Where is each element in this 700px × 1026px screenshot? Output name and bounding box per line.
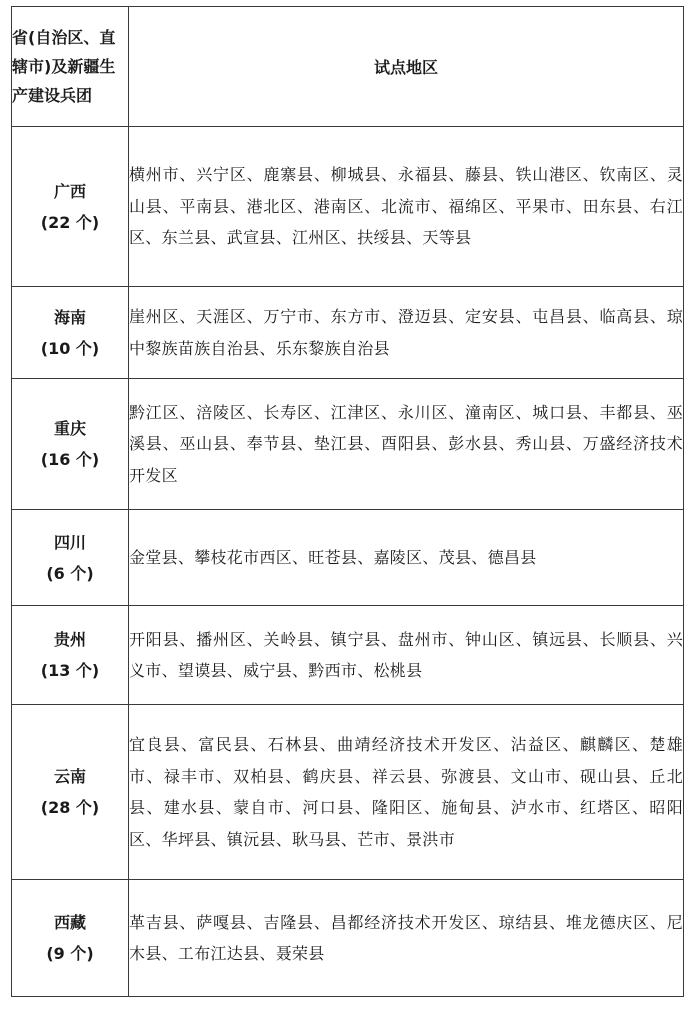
- pilot-areas-table: [11, 6, 684, 997]
- table-row: [12, 606, 684, 705]
- province-cell: [12, 705, 129, 880]
- province-name: 西藏: [53, 913, 86, 932]
- province-count: (9 个): [46, 944, 94, 963]
- province-cell: [12, 606, 129, 705]
- province-count: (16 个): [40, 450, 100, 469]
- province-cell: [12, 379, 129, 510]
- table-row: [12, 510, 684, 606]
- table-row: [12, 127, 684, 287]
- province-count: (10 个): [40, 338, 100, 358]
- areas-cell: 宜良县、富民县、石林县、曲靖经济技术开发区、沾益区、麒麟区、楚雄市、禄丰市、双柏县、鹤庆县、祥云县、弥渡县、文山市、砚山县、丘北县、建水县、蒙自市、河口县、隆阳区、施甸县、泸水市、红塔区、昭阳区、华坪县、镇沅县、耿马县、芒市、景洪市: [129, 705, 684, 880]
- table-row: [12, 287, 684, 379]
- province-name: 重庆: [53, 419, 86, 438]
- header-areas-cell: 试点地区: [129, 7, 684, 127]
- province-count: (6 个): [46, 563, 94, 583]
- table-row: [12, 705, 684, 880]
- province-count: (22 个): [40, 212, 100, 232]
- areas-cell: 崖州区、天涯区、万宁市、东方市、澄迈县、定安县、屯昌县、临高县、琼中黎族苗族自治县、乐东黎族自治县: [129, 287, 684, 379]
- province-name: 云南: [53, 767, 86, 786]
- header-province-cell: 省(自治区、直辖市)及新疆生产建设兵团: [12, 7, 129, 127]
- province-count: (28 个): [40, 798, 100, 817]
- table-row: [12, 880, 684, 997]
- province-cell: [12, 127, 129, 287]
- province-name: 四川: [53, 532, 86, 552]
- province-name: 海南: [53, 307, 86, 327]
- areas-cell: 黔江区、涪陵区、长寿区、江津区、永川区、潼南区、城口县、丰都县、巫溪县、巫山县、奉节县、垫江县、酉阳县、彭水县、秀山县、万盛经济技术开发区: [129, 379, 684, 510]
- province-cell: [12, 510, 129, 606]
- province-cell: [12, 287, 129, 379]
- areas-cell: 开阳县、播州区、关岭县、镇宁县、盘州市、钟山区、镇远县、长顺县、兴义市、望谟县、威宁县、黔西市、松桃县: [129, 606, 684, 705]
- province-cell: [12, 880, 129, 997]
- table-header-row: [12, 7, 684, 127]
- areas-cell: 革吉县、萨嘎县、吉隆县、昌都经济技术开发区、琼结县、堆龙德庆区、尼木县、工布江达县、聂荣县: [129, 880, 684, 997]
- areas-cell: 金堂县、攀枝花市西区、旺苍县、嘉陵区、茂县、德昌县: [129, 510, 684, 606]
- province-name: 贵州: [53, 630, 86, 649]
- province-name: 广西: [53, 181, 86, 201]
- areas-cell: 横州市、兴宁区、鹿寨县、柳城县、永福县、藤县、铁山港区、钦南区、灵山县、平南县、港北区、港南区、北流市、福绵区、平果市、田东县、右江区、东兰县、武宣县、江州区、扶绥县、天等县: [129, 127, 684, 287]
- table-row: [12, 379, 684, 510]
- province-count: (13 个): [40, 661, 100, 680]
